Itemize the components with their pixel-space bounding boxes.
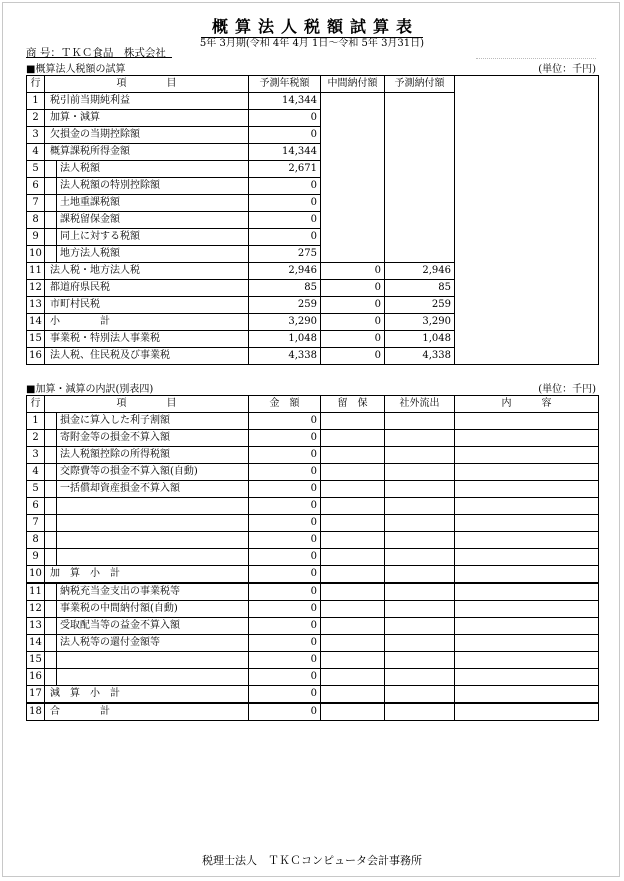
row-number: 9 — [27, 549, 45, 566]
row-label: 税引前当期純利益 — [45, 93, 249, 110]
table-row — [27, 583, 599, 601]
header-outflow: 社外流出 — [385, 396, 455, 413]
row-number: 14 — [27, 314, 45, 331]
row-label: 寄附金等の損金不算入額 — [57, 430, 249, 447]
amount-value: 0 — [249, 447, 321, 464]
indent-cell — [45, 601, 57, 618]
outflow-cell — [385, 413, 455, 430]
outflow-cell — [385, 464, 455, 481]
empty-column — [455, 144, 599, 161]
table-row — [27, 331, 599, 348]
table-row — [27, 549, 599, 566]
row-number: 16 — [27, 348, 45, 365]
indent-cell — [45, 481, 57, 498]
header-row-no: 行 — [27, 396, 45, 413]
indent-cell — [45, 652, 57, 669]
table-row — [27, 161, 599, 178]
header-interim-paid: 中間納付額 — [321, 76, 385, 93]
amount-value: 0 — [249, 549, 321, 566]
table-row — [27, 178, 599, 195]
row-number: 6 — [27, 178, 45, 195]
forecast-payment-value: 1,048 — [385, 331, 455, 348]
empty-column — [455, 297, 599, 314]
row-number: 1 — [27, 93, 45, 110]
amount-value: 0 — [249, 618, 321, 635]
content-cell — [455, 669, 599, 686]
row-label: 一括償却資産損金不算入額 — [57, 481, 249, 498]
outflow-cell — [385, 515, 455, 532]
empty-cell — [385, 161, 455, 178]
interim-paid-value: 0 — [321, 331, 385, 348]
table-header-row — [27, 76, 599, 93]
outflow-cell — [385, 583, 455, 601]
retained-cell — [321, 635, 385, 652]
row-label — [57, 549, 249, 566]
row-label: 事業税の中間納付額(自動) — [57, 601, 249, 618]
empty-cell — [385, 110, 455, 127]
retained-cell — [321, 413, 385, 430]
empty-column — [455, 280, 599, 297]
row-number: 1 — [27, 413, 45, 430]
empty-column — [455, 127, 599, 144]
table-row — [27, 297, 599, 314]
row-number: 9 — [27, 229, 45, 246]
row-number: 3 — [27, 447, 45, 464]
row-label: 法人税額控除の所得税額 — [57, 447, 249, 464]
table-row — [27, 669, 599, 686]
row-label: 納税充当金支出の事業税等 — [57, 583, 249, 601]
row-number: 14 — [27, 635, 45, 652]
company-name: 商 号：ＴＫＣ食品 株式会社 — [26, 47, 166, 59]
header-forecast-payment: 予測納付額 — [385, 76, 455, 93]
indent-cell — [45, 498, 57, 515]
row-label: 受取配当等の益金不算入額 — [57, 618, 249, 635]
amount-value: 0 — [249, 652, 321, 669]
indent-cell — [45, 549, 57, 566]
amount-value: 0 — [249, 703, 321, 721]
indent-cell — [45, 515, 57, 532]
row-label: 欠損金の当期控除額 — [45, 127, 249, 144]
row-number: 11 — [27, 583, 45, 601]
retained-cell — [321, 464, 385, 481]
row-label: 法人税、住民税及び事業税 — [45, 348, 249, 365]
outflow-cell — [385, 618, 455, 635]
forecast-tax-value: 85 — [249, 280, 321, 297]
interim-paid-value: 0 — [321, 348, 385, 365]
section1-title: ■概算法人税額の試算 — [26, 64, 126, 75]
forecast-tax-value: 3,290 — [249, 314, 321, 331]
forecast-tax-value: 2,671 — [249, 161, 321, 178]
retained-cell — [321, 532, 385, 549]
row-label: 小 計 — [45, 314, 249, 331]
row-number: 3 — [27, 127, 45, 144]
row-label: 市町村民税 — [45, 297, 249, 314]
indent-cell — [45, 413, 57, 430]
interim-paid-value: 0 — [321, 280, 385, 297]
table-row — [27, 314, 599, 331]
amount-value: 0 — [249, 481, 321, 498]
outflow-cell — [385, 447, 455, 464]
table-row — [27, 498, 599, 515]
outflow-cell — [385, 703, 455, 721]
amount-value: 0 — [249, 464, 321, 481]
amount-value: 0 — [249, 566, 321, 584]
forecast-tax-value: 0 — [249, 110, 321, 127]
row-number: 6 — [27, 498, 45, 515]
outflow-cell — [385, 652, 455, 669]
row-number: 2 — [27, 430, 45, 447]
retained-cell — [321, 447, 385, 464]
row-label: 加算・減算 — [45, 110, 249, 127]
indent-cell — [45, 430, 57, 447]
table-row — [27, 413, 599, 430]
header-retained: 留 保 — [321, 396, 385, 413]
row-label: 事業税・特別法人事業税 — [45, 331, 249, 348]
indent-cell — [45, 178, 57, 195]
row-label — [57, 532, 249, 549]
retained-cell — [321, 601, 385, 618]
row-number: 12 — [27, 280, 45, 297]
retained-cell — [321, 430, 385, 447]
outflow-cell — [385, 498, 455, 515]
row-number: 5 — [27, 481, 45, 498]
forecast-tax-value: 0 — [249, 229, 321, 246]
footer-firm-name: 税理士法人 ＴＫＣコンピュータ会計事務所 — [202, 854, 422, 867]
table-row — [27, 263, 599, 280]
amount-value: 0 — [249, 601, 321, 618]
row-label — [57, 498, 249, 515]
row-number: 13 — [27, 618, 45, 635]
table-row — [27, 464, 599, 481]
forecast-tax-value: 0 — [249, 212, 321, 229]
table-header-row — [27, 396, 599, 413]
table-row — [27, 246, 599, 263]
empty-cell — [321, 178, 385, 195]
retained-cell — [321, 481, 385, 498]
forecast-tax-value: 259 — [249, 297, 321, 314]
row-label: 課税留保金額 — [57, 212, 249, 229]
table-row — [27, 566, 599, 584]
section2-unit: (単位：千円) — [538, 384, 596, 395]
outflow-cell — [385, 669, 455, 686]
empty-cell — [385, 212, 455, 229]
content-cell — [455, 703, 599, 721]
row-number: 15 — [27, 652, 45, 669]
empty-cell — [385, 229, 455, 246]
content-cell — [455, 464, 599, 481]
row-number: 8 — [27, 212, 45, 229]
forecast-payment-value: 85 — [385, 280, 455, 297]
empty-cell — [385, 246, 455, 263]
indent-cell — [45, 464, 57, 481]
table-row — [27, 601, 599, 618]
row-label: 概算課税所得金額 — [45, 144, 249, 161]
retained-cell — [321, 549, 385, 566]
empty-cell — [321, 246, 385, 263]
retained-cell — [321, 583, 385, 601]
empty-column — [455, 348, 599, 365]
table-row — [27, 127, 599, 144]
retained-cell — [321, 669, 385, 686]
row-number: 2 — [27, 110, 45, 127]
empty-column — [455, 93, 599, 110]
section2-title: ■加算・減算の内訳(別表四) — [26, 384, 154, 395]
forecast-tax-value: 275 — [249, 246, 321, 263]
row-label: 法人税額の特別控除額 — [57, 178, 249, 195]
fiscal-period: 5年 3月期(令和 4年 4月 1日～令和 5年 3月31日) — [199, 38, 425, 49]
indent-cell — [45, 246, 57, 263]
row-label: 合 計 — [45, 703, 249, 721]
content-cell — [455, 618, 599, 635]
row-label: 地方法人税額 — [57, 246, 249, 263]
indent-cell — [45, 229, 57, 246]
amount-value: 0 — [249, 515, 321, 532]
outflow-cell — [385, 686, 455, 704]
empty-column — [455, 263, 599, 280]
header-forecast-tax: 予測年税額 — [249, 76, 321, 93]
content-cell — [455, 532, 599, 549]
table-row — [27, 652, 599, 669]
forecast-tax-value: 0 — [249, 178, 321, 195]
content-cell — [455, 447, 599, 464]
empty-cell — [385, 195, 455, 212]
row-label — [57, 669, 249, 686]
empty-cell — [321, 110, 385, 127]
interim-paid-value: 0 — [321, 263, 385, 280]
table-row — [27, 93, 599, 110]
table-row — [27, 515, 599, 532]
table-row — [27, 703, 599, 721]
amount-value: 0 — [249, 498, 321, 515]
row-number: 17 — [27, 686, 45, 704]
empty-cell — [321, 93, 385, 110]
header-item: 項 目 — [45, 76, 249, 93]
content-cell — [455, 515, 599, 532]
empty-cell — [385, 178, 455, 195]
content-cell — [455, 430, 599, 447]
row-number: 11 — [27, 263, 45, 280]
row-number: 13 — [27, 297, 45, 314]
forecast-tax-value: 14,344 — [249, 93, 321, 110]
header-item: 項 目 — [45, 396, 249, 413]
empty-cell — [321, 144, 385, 161]
row-number: 10 — [27, 246, 45, 263]
indent-cell — [45, 669, 57, 686]
page-title: 概算法人税額試算表 — [0, 14, 624, 37]
row-number: 5 — [27, 161, 45, 178]
row-number: 10 — [27, 566, 45, 584]
forecast-tax-value: 0 — [249, 127, 321, 144]
table-row — [27, 686, 599, 704]
indent-cell — [45, 532, 57, 549]
retained-cell — [321, 498, 385, 515]
adjustment-table — [26, 395, 599, 721]
forecast-tax-value: 0 — [249, 195, 321, 212]
header-content: 内 容 — [455, 396, 599, 413]
empty-column — [455, 195, 599, 212]
row-label: 法人税・地方法人税 — [45, 263, 249, 280]
content-cell — [455, 549, 599, 566]
empty-column — [455, 229, 599, 246]
row-number: 8 — [27, 532, 45, 549]
company-underline — [26, 57, 172, 58]
table-row — [27, 532, 599, 549]
retained-cell — [321, 652, 385, 669]
forecast-payment-value: 2,946 — [385, 263, 455, 280]
row-label: 損金に算入した利子割額 — [57, 413, 249, 430]
header-amount: 金 額 — [249, 396, 321, 413]
indent-cell — [45, 161, 57, 178]
amount-value: 0 — [249, 635, 321, 652]
indent-cell — [45, 447, 57, 464]
content-cell — [455, 652, 599, 669]
content-cell — [455, 498, 599, 515]
forecast-tax-value: 14,344 — [249, 144, 321, 161]
outflow-cell — [385, 566, 455, 584]
retained-cell — [321, 686, 385, 704]
indent-cell — [45, 635, 57, 652]
empty-cell — [321, 212, 385, 229]
outflow-cell — [385, 635, 455, 652]
amount-value: 0 — [249, 430, 321, 447]
amount-value: 0 — [249, 669, 321, 686]
interim-paid-value: 0 — [321, 314, 385, 331]
outflow-cell — [385, 430, 455, 447]
outflow-cell — [385, 481, 455, 498]
empty-column — [455, 178, 599, 195]
empty-column — [455, 246, 599, 263]
row-label — [57, 515, 249, 532]
forecast-payment-value: 3,290 — [385, 314, 455, 331]
content-cell — [455, 686, 599, 704]
forecast-tax-value: 2,946 — [249, 263, 321, 280]
table-row — [27, 280, 599, 297]
outflow-cell — [385, 601, 455, 618]
empty-column — [455, 110, 599, 127]
retained-cell — [321, 703, 385, 721]
content-cell — [455, 601, 599, 618]
content-cell — [455, 481, 599, 498]
indent-cell — [45, 212, 57, 229]
retained-cell — [321, 618, 385, 635]
row-number: 7 — [27, 195, 45, 212]
empty-column — [455, 212, 599, 229]
row-number: 7 — [27, 515, 45, 532]
empty-cell — [321, 195, 385, 212]
content-cell — [455, 635, 599, 652]
outflow-cell — [385, 532, 455, 549]
row-label — [57, 652, 249, 669]
table-row — [27, 144, 599, 161]
table-row — [27, 348, 599, 365]
row-number: 18 — [27, 703, 45, 721]
amount-value: 0 — [249, 532, 321, 549]
indent-cell — [45, 618, 57, 635]
row-label: 減 算 小 計 — [45, 686, 249, 704]
content-cell — [455, 566, 599, 584]
row-label: 法人税額 — [57, 161, 249, 178]
empty-cell — [385, 144, 455, 161]
amount-value: 0 — [249, 686, 321, 704]
empty-column — [455, 161, 599, 178]
empty-cell — [321, 161, 385, 178]
table-row — [27, 195, 599, 212]
row-number: 15 — [27, 331, 45, 348]
indent-cell — [45, 583, 57, 601]
empty-column — [455, 314, 599, 331]
empty-cell — [385, 93, 455, 110]
row-label: 都道府県民税 — [45, 280, 249, 297]
divider — [476, 58, 596, 59]
table-row — [27, 229, 599, 246]
table-row — [27, 430, 599, 447]
interim-paid-value: 0 — [321, 297, 385, 314]
row-number: 16 — [27, 669, 45, 686]
table-row — [27, 110, 599, 127]
table-row — [27, 618, 599, 635]
section1-unit: (単位：千円) — [538, 64, 596, 75]
forecast-payment-value: 4,338 — [385, 348, 455, 365]
row-number: 12 — [27, 601, 45, 618]
empty-cell — [321, 127, 385, 144]
header-row-no: 行 — [27, 76, 45, 93]
retained-cell — [321, 566, 385, 584]
amount-value: 0 — [249, 413, 321, 430]
retained-cell — [321, 515, 385, 532]
amount-value: 0 — [249, 583, 321, 601]
content-cell — [455, 583, 599, 601]
row-label: 土地重課税額 — [57, 195, 249, 212]
row-label: 交際費等の損金不算入額(自動) — [57, 464, 249, 481]
content-cell — [455, 413, 599, 430]
table-row — [27, 635, 599, 652]
table-row — [27, 447, 599, 464]
forecast-tax-value: 1,048 — [249, 331, 321, 348]
table-row — [27, 481, 599, 498]
empty-column — [455, 331, 599, 348]
indent-cell — [45, 195, 57, 212]
row-label: 加 算 小 計 — [45, 566, 249, 584]
tax-estimate-table — [26, 75, 599, 365]
empty-cell — [385, 127, 455, 144]
table-row — [27, 212, 599, 229]
row-label: 同上に対する税額 — [57, 229, 249, 246]
forecast-tax-value: 4,338 — [249, 348, 321, 365]
forecast-payment-value: 259 — [385, 297, 455, 314]
row-number: 4 — [27, 464, 45, 481]
row-label: 法人税等の還付金額等 — [57, 635, 249, 652]
row-number: 4 — [27, 144, 45, 161]
empty-column — [455, 76, 599, 93]
outflow-cell — [385, 549, 455, 566]
empty-cell — [321, 229, 385, 246]
